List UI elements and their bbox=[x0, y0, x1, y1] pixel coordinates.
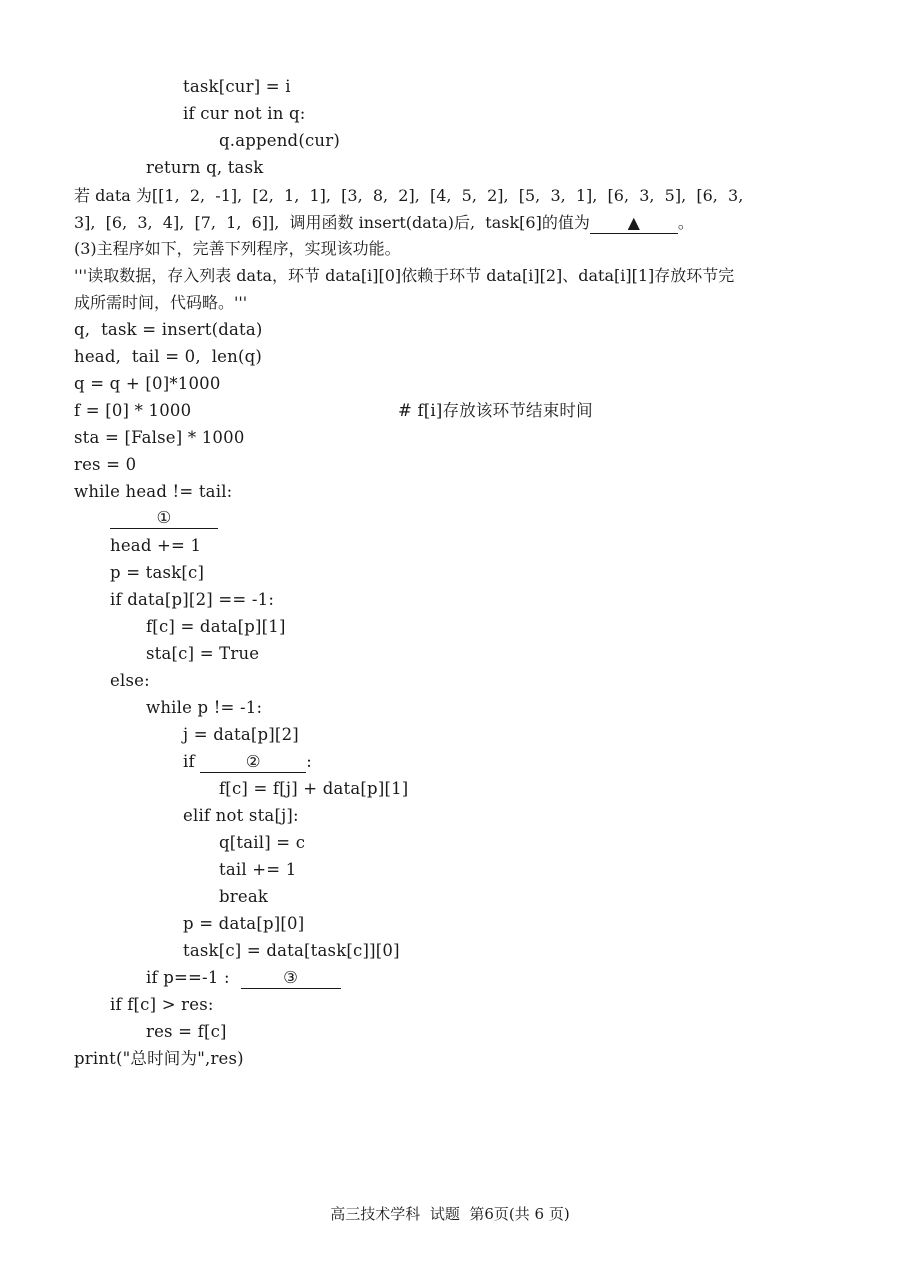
code-line-insert: q, task = insert(data) bbox=[74, 320, 263, 339]
question-data-line1: 若 data 为[[1, 2, -1], [2, 1, 1], [3, 8, 2], [4, 5, 2], [5, 3, 1], [6, 3, 5], [6, 3, bbox=[74, 186, 744, 205]
code-comment-f: # f[i]存放该环节结束时间 bbox=[398, 401, 593, 420]
question-data-line2 bbox=[74, 212, 694, 234]
fill-blank-3: ③ bbox=[241, 968, 341, 989]
code-if-p: if p==-1 : bbox=[146, 968, 241, 987]
code-line-head-inc: head += 1 bbox=[110, 536, 202, 555]
code-line-j-assign: j = data[p][2] bbox=[183, 725, 299, 744]
code-line-else: else: bbox=[110, 671, 150, 690]
code-line-task-cur: task[cur] = i bbox=[183, 77, 291, 96]
code-line-sta-true: sta[c] = True bbox=[146, 644, 260, 663]
code-if-keyword: if bbox=[183, 752, 201, 771]
code-line-f-sum: f[c] = f[j] + data[p][1] bbox=[219, 779, 409, 798]
question-period: 。 bbox=[677, 213, 694, 232]
code-line-f-assign: f[c] = data[p][1] bbox=[146, 617, 286, 636]
code-line-if-data: if data[p][2] == -1: bbox=[110, 590, 275, 609]
fill-blank-2: ② bbox=[200, 752, 306, 773]
question3-intro: (3)主程序如下，完善下列程序，实现该功能。 bbox=[74, 239, 401, 258]
code-colon: : bbox=[306, 752, 312, 771]
code-line-p-task: p = task[c] bbox=[110, 563, 205, 582]
code-line-if-res: if f[c] > res: bbox=[110, 995, 214, 1014]
question-data-text: 3], [6, 3, 4], [7, 1, 6]], 调用函数 insert(data)后, task[6]的值为 bbox=[74, 213, 590, 232]
triangle-icon: ▲ bbox=[627, 213, 640, 232]
code-line-break: break bbox=[219, 887, 269, 906]
code-line-elif: elif not sta[j]: bbox=[183, 806, 299, 825]
code-line-q-extend: q = q + [0]*1000 bbox=[74, 374, 221, 393]
code-line-task-next: task[c] = data[task[c]][0] bbox=[183, 941, 400, 960]
docstring-line2: 成所需时间，代码略。''' bbox=[74, 293, 248, 312]
code-line-f-init: f = [0] * 1000 bbox=[74, 401, 192, 420]
fill-blank-1: ① bbox=[110, 508, 218, 529]
docstring-line1: '''读取数据，存入列表 data，环节 data[i][0]依赖于环节 data[i][2]、data[i][1]存放环节完 bbox=[74, 266, 735, 285]
code-line-print: print("总时间为",res) bbox=[74, 1049, 244, 1068]
code-line-while-head: while head != tail: bbox=[74, 482, 233, 501]
code-line-p-next: p = data[p][0] bbox=[183, 914, 305, 933]
code-line-append: q.append(cur) bbox=[219, 131, 340, 150]
code-line-res-assign: res = f[c] bbox=[146, 1022, 227, 1041]
answer-blank-task6 bbox=[590, 213, 678, 234]
code-line-sta-init: sta = [False] * 1000 bbox=[74, 428, 245, 447]
code-line-blank1 bbox=[110, 507, 218, 529]
code-line-tail-inc: tail += 1 bbox=[219, 860, 297, 879]
code-line-if-blank2 bbox=[183, 751, 312, 773]
code-line-while-p: while p != -1: bbox=[146, 698, 263, 717]
code-line-q-tail: q[tail] = c bbox=[219, 833, 306, 852]
code-line-head-tail: head, tail = 0, len(q) bbox=[74, 347, 262, 366]
code-line-if-cur: if cur not in q: bbox=[183, 104, 306, 123]
code-line-if-blank3 bbox=[146, 967, 341, 989]
code-line-res-init: res = 0 bbox=[74, 455, 137, 474]
page-footer: 高三技术学科 试题 第6页(共 6 页) bbox=[330, 1205, 570, 1223]
code-line-return: return q, task bbox=[146, 158, 264, 177]
